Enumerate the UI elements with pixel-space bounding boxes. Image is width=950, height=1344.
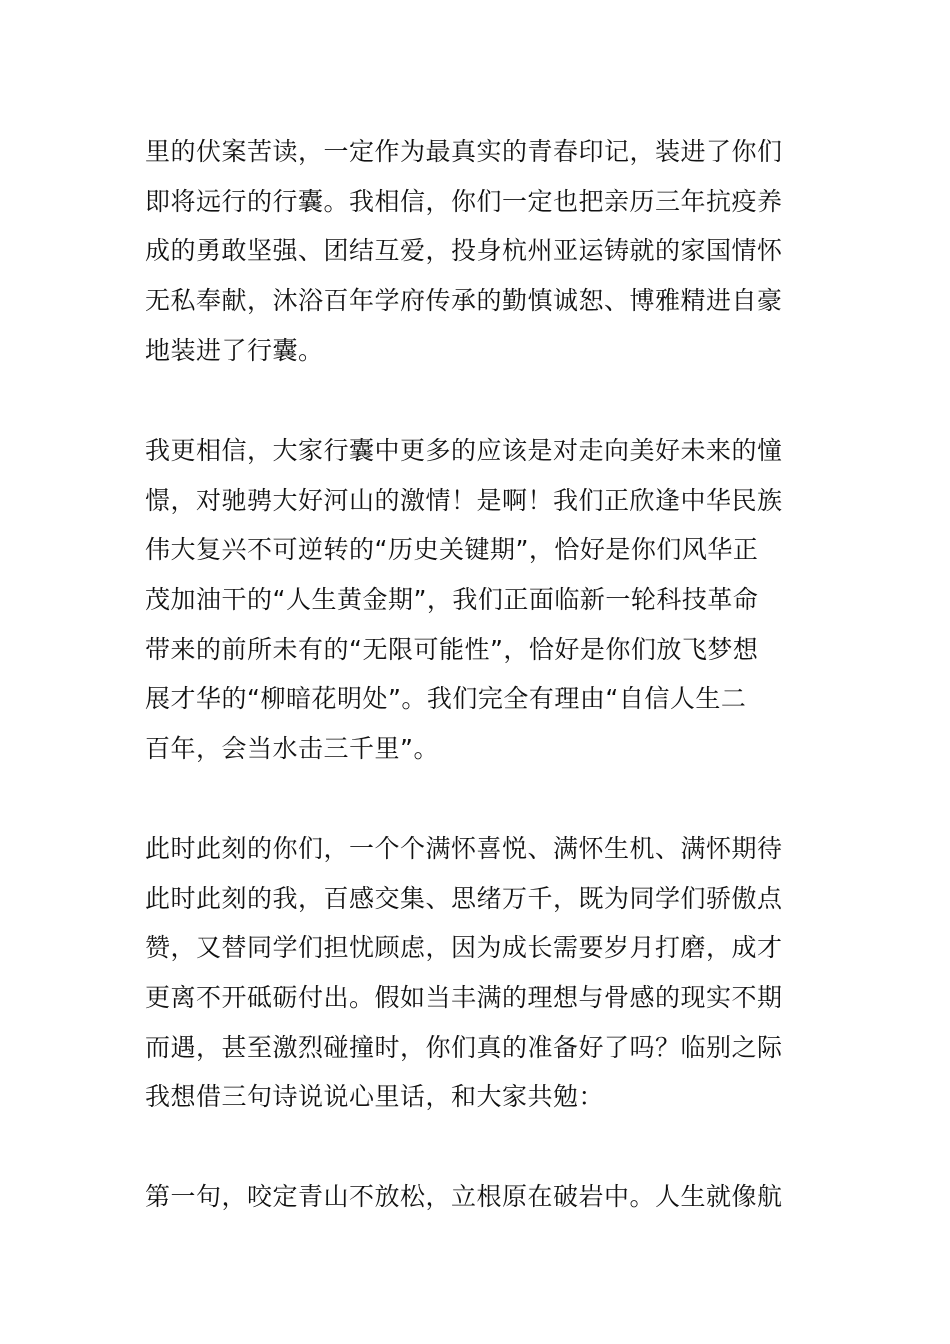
text-line: 而遇，甚至激烈碰撞时，你们真的准备好了吗？临别之际 [145,1032,783,1062]
text-line: 带来的前所未有的“无限可能性”，恰好是你们放飞梦想 [145,634,759,664]
text-line: 百年，会当水击三千里”。 [145,734,439,764]
paragraph-2 [145,426,825,774]
text-line: 无私奉献，沐浴百年学府传承的勤慎诚恕、博雅精进自豪 [145,286,783,316]
text-line: 第一句，咬定青山不放松，立根原在破岩中。人生就像航 [145,1182,783,1211]
text-line: 即将远行的行囊。我相信，你们一定也把亲历三年抗疫养 [145,186,783,216]
text-line: 憬，对驰骋大好河山的激情！是啊！我们正欣逢中华民族 [145,485,783,515]
text-line: 我更相信，大家行囊中更多的应该是对走向美好未来的憧 [145,436,783,465]
text-line: 更离不开砥砺付出。假如当丰满的理想与骨感的现实不期 [145,983,783,1013]
text-line: 茂加油干的“人生黄金期”，我们正面临新一轮科技革命 [145,585,759,615]
text-line: 展才华的“柳暗花明处”。我们完全有理由“自信人生二 [145,684,747,714]
text-line: 此时此刻的你们，一个个满怀喜悦、满怀生机、满怀期待 [145,834,783,863]
text-line: 我想借三句诗说说心里话，和大家共勉： [145,1082,605,1112]
paragraph-3 [145,824,825,1122]
paragraph-1 [145,127,825,375]
text-line: 此时此刻的我，百感交集、思绪万千，既为同学们骄傲点 [145,883,783,913]
text-line: 里的伏案苦读，一定作为最真实的青春印记，装进了你们 [145,137,783,166]
paragraph-4 [145,1172,825,1222]
text-line: 赞，又替同学们担忧顾虑，因为成长需要岁月打磨，成才 [145,933,783,963]
text-line: 成的勇敢坚强、团结互爱，投身杭州亚运铸就的家国情怀 [145,236,783,266]
text-line: 地装进了行囊。 [145,335,324,365]
text-line: 伟大复兴不可逆转的“历史关键期”，恰好是你们风华正 [145,535,759,565]
